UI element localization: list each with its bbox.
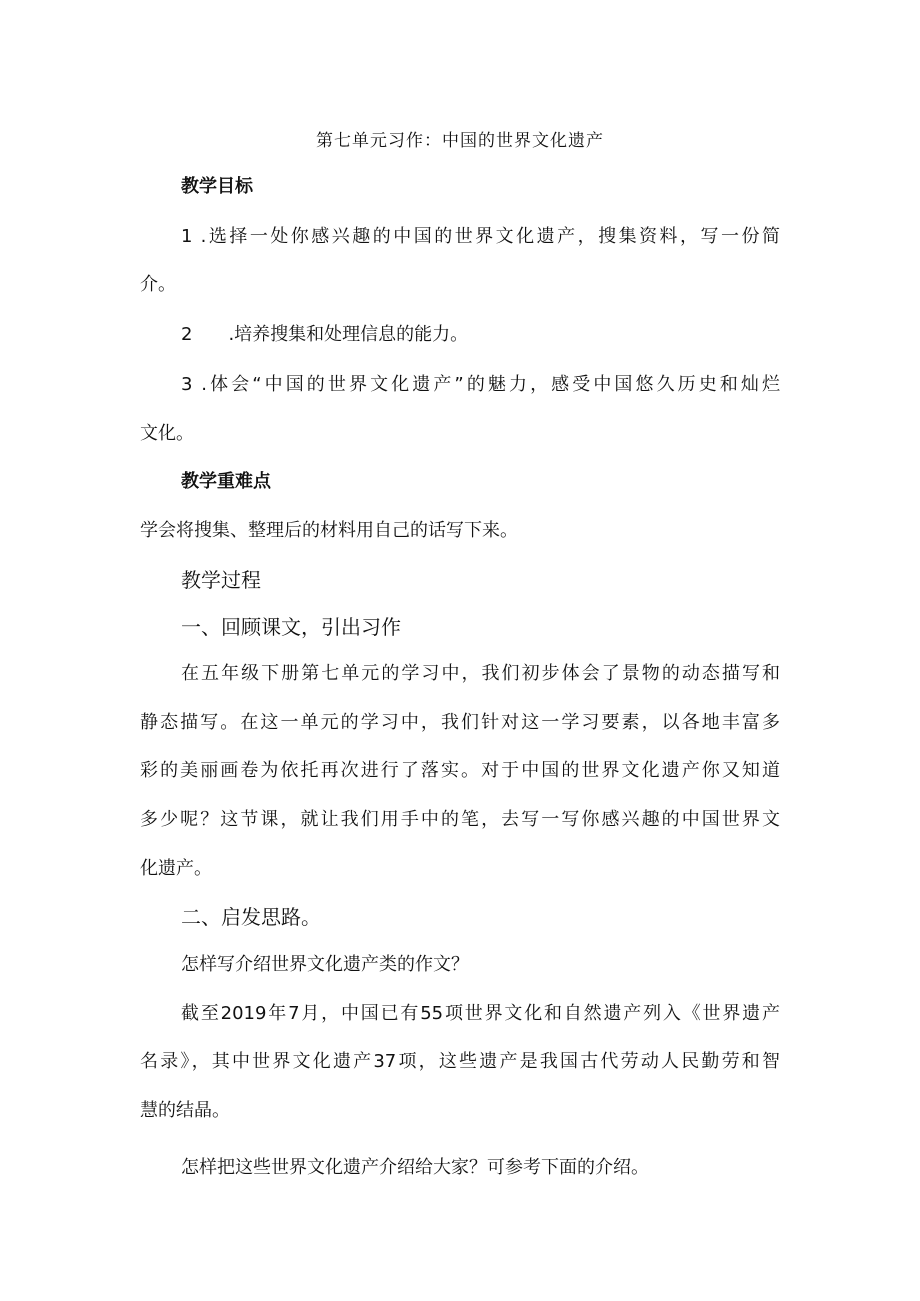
paragraph-1-line-1: 在五年级下册第七单元的学习中，我们初步体会了景物的动态描写和 <box>181 663 780 684</box>
goal-2: 2 .培养搜集和处理信息的能力。 <box>181 324 469 345</box>
paragraph-1-line-4: 多少呢？这节课，就让我们用手中的笔，去写一写你感兴趣的中国世界文 <box>140 809 780 830</box>
paragraph-2-line-1: 截至2019年7月，中国已有55项世界文化和自然遗产列入《世界遗产 <box>181 1003 780 1024</box>
paragraph-2-line-2: 名录》，其中世界文化遗产37项，这些遗产是我国古代劳动人民勤劳和智 <box>140 1051 780 1072</box>
question-2: 怎样把这些世界文化遗产介绍给大家？可参考下面的介绍。 <box>181 1157 649 1178</box>
goals-heading: 教学目标 <box>181 176 253 197</box>
question-1: 怎样写介绍世界文化遗产类的作文？ <box>181 954 469 975</box>
paragraph-2-line-3: 慧的结晶。 <box>140 1100 230 1121</box>
goal-1-line-2: 介。 <box>140 274 176 295</box>
goal-3-line-2: 文化。 <box>140 423 194 444</box>
paragraph-1-line-3: 彩的美丽画卷为依托再次进行了落实。对于中国的世界文化遗产你又知道 <box>140 760 780 781</box>
section-1-heading: 一、回顾课文，引出习作 <box>181 615 401 639</box>
key-points-text: 学会将搜集、整理后的材料用自己的话写下来。 <box>140 520 518 541</box>
goal-1-line-1: 1 .选择一处你感兴趣的中国的世界文化遗产，搜集资料，写一份简 <box>181 226 780 247</box>
goal-3-line-1: 3 .体会“中国的世界文化遗产”的魅力，感受中国悠久历史和灿烂 <box>181 374 780 395</box>
section-2-heading: 二、启发思路。 <box>181 905 321 929</box>
process-heading: 教学过程 <box>181 568 261 592</box>
paragraph-1-line-5: 化遗产。 <box>140 858 212 879</box>
document-title: 第七单元习作：中国的世界文化遗产 <box>316 131 604 151</box>
paragraph-1-line-2: 静态描写。在这一单元的学习中，我们针对这一学习要素，以各地丰富多 <box>140 712 780 733</box>
key-points-heading: 教学重难点 <box>181 471 271 492</box>
